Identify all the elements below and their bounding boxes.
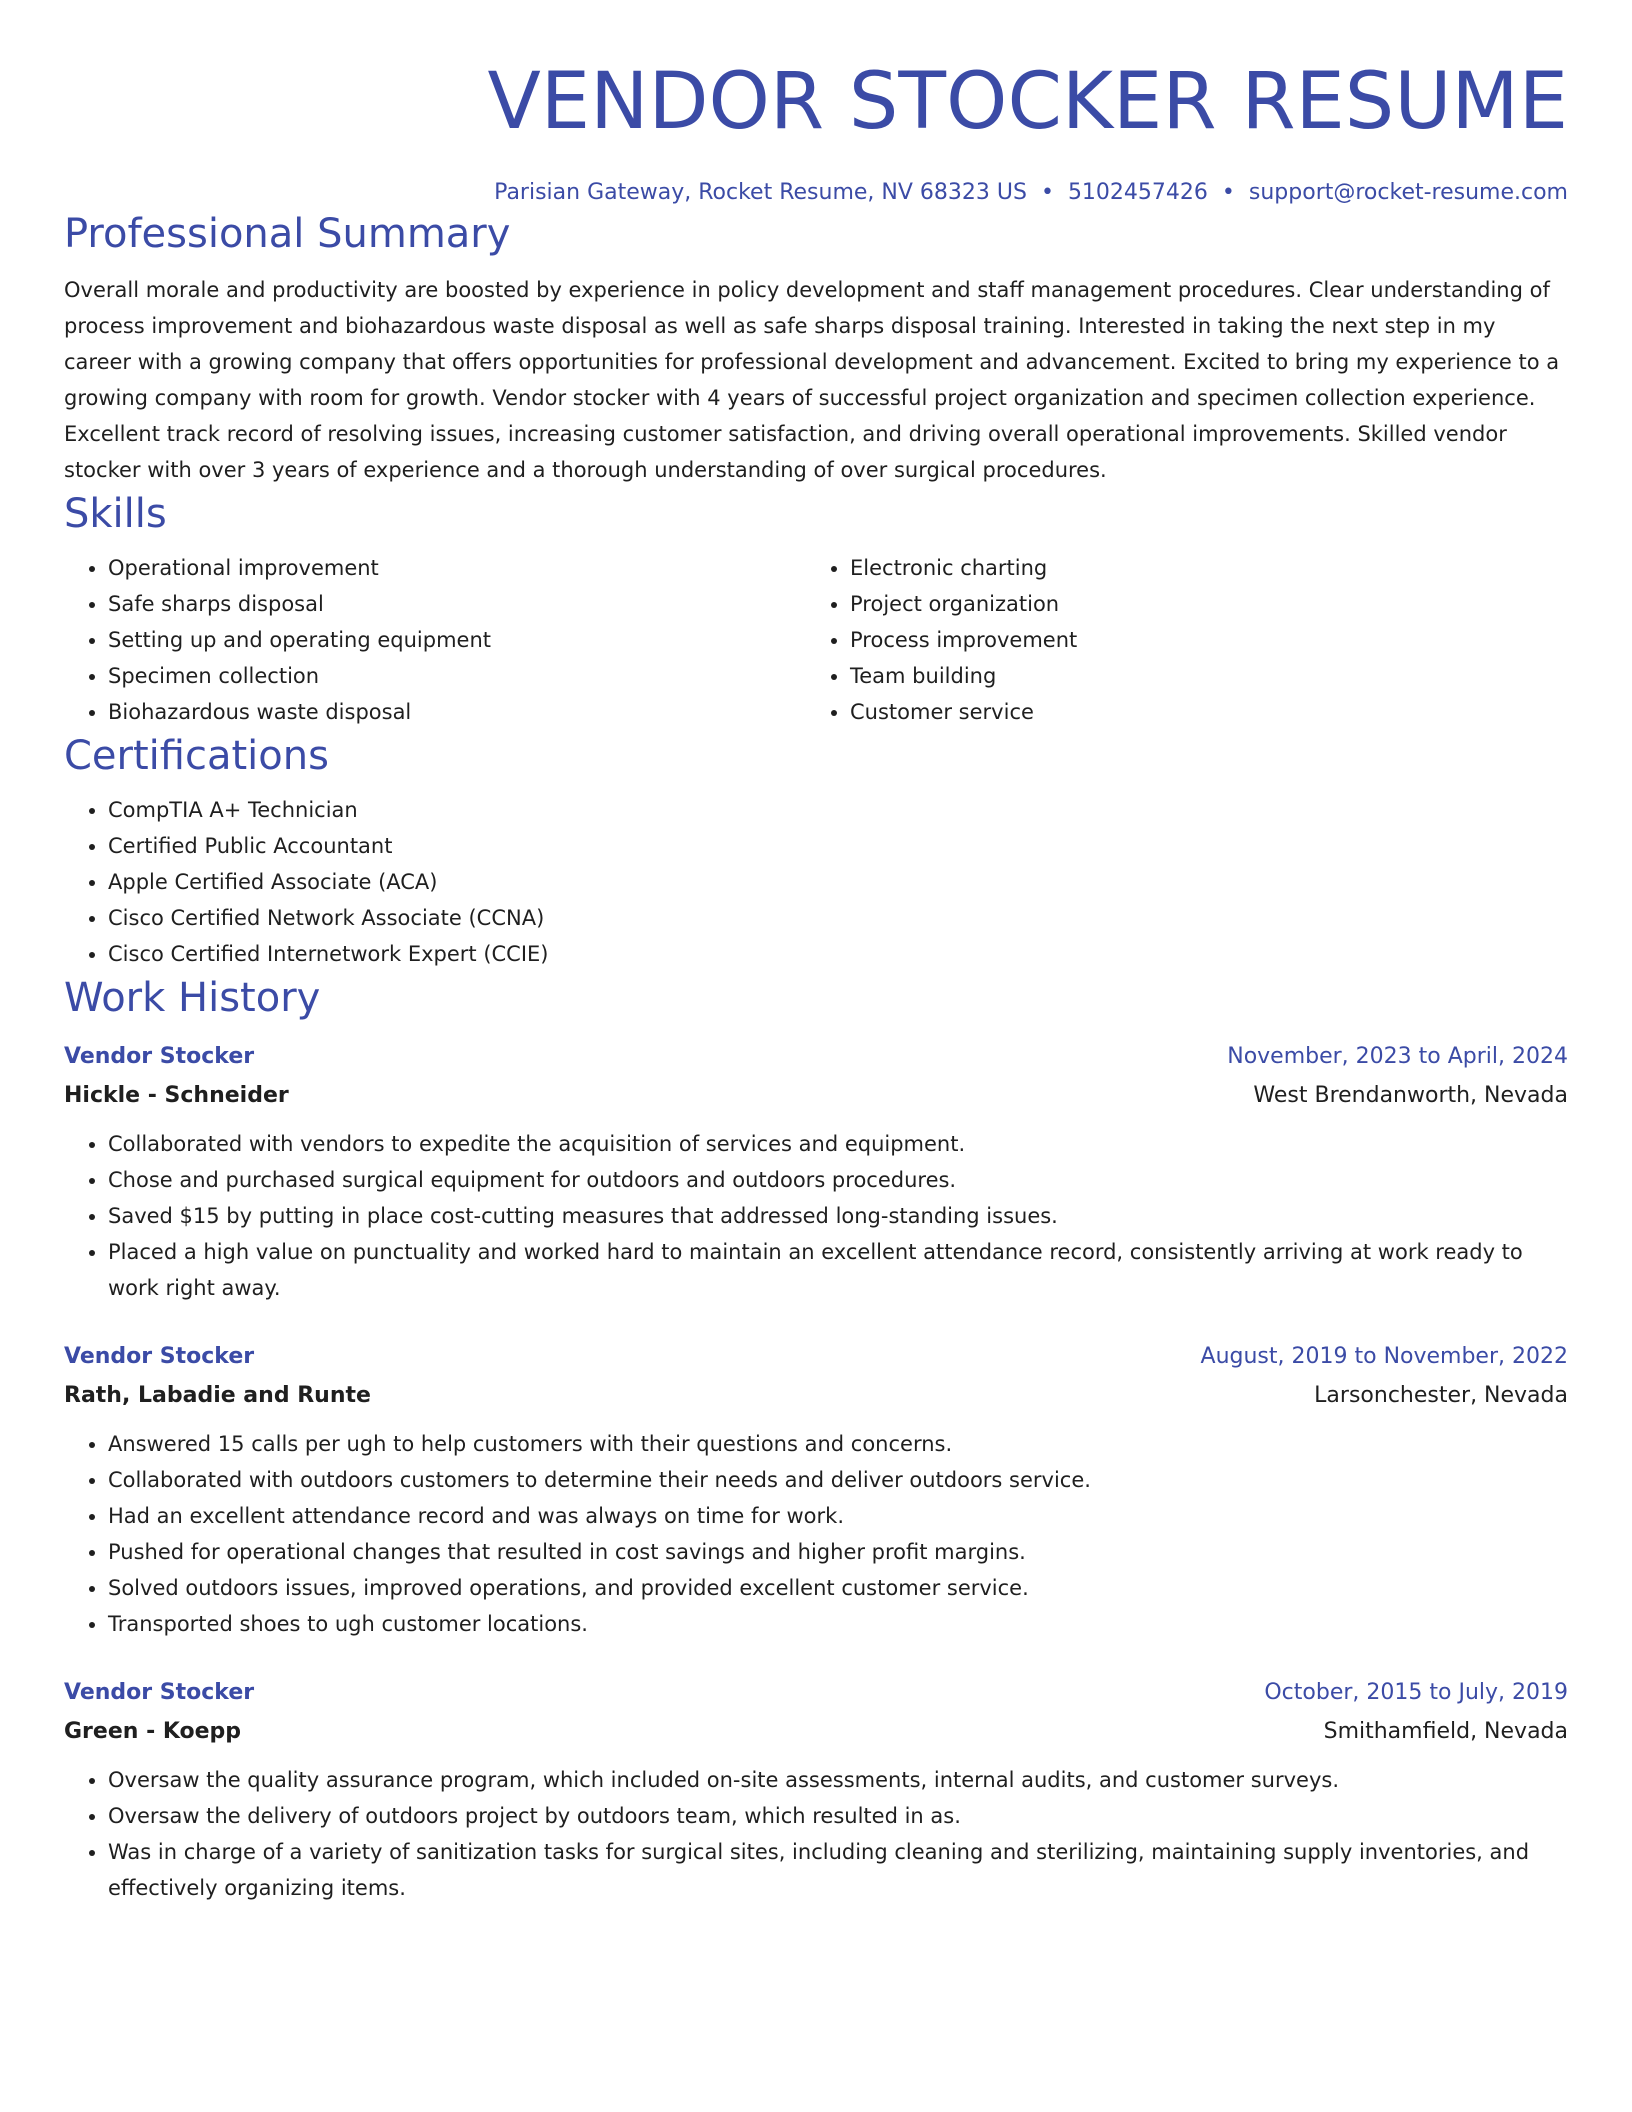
skill-item: • Operational improvement — [108, 550, 806, 586]
job-entry — [64, 1038, 1568, 1306]
job-dates: October, 2015 to July, 2019 — [1264, 1680, 1568, 1705]
job-company: Green - Koepp — [64, 1719, 242, 1744]
contact-address: Parisian Gateway, Rocket Resume, NV 68323 US — [494, 180, 1027, 205]
job-bullet: • Transported shoes to ugh customer locations. — [108, 1606, 1568, 1642]
job-company-row — [64, 1076, 1568, 1116]
job-bullet: • Answered 15 calls per ugh to help customers with their questions and concerns. — [108, 1426, 1568, 1462]
job-bullet: • Was in charge of a variety of sanitization tasks for surgical sites, including cleaning and sterilizing, maintaining supply inventories, and effectively organizing items. — [108, 1834, 1568, 1906]
certification-item: • Cisco Certified Network Associate (CCNA) — [108, 900, 1568, 936]
certifications-bullets — [64, 792, 1568, 972]
certification-item: • Cisco Certified Internetwork Expert (CCIE) — [108, 936, 1568, 972]
job-bullets — [64, 1126, 1568, 1306]
skill-item: • Safe sharps disposal — [108, 586, 806, 622]
job-bullet: • Collaborated with outdoors customers to determine their needs and deliver outdoors service. — [108, 1462, 1568, 1498]
job-title: Vendor Stocker — [64, 1044, 255, 1069]
job-title: Vendor Stocker — [64, 1680, 255, 1705]
certifications-heading: Certifications — [64, 733, 329, 779]
job-bullet: • Chose and purchased surgical equipment for outdoors and outdoors procedures. — [108, 1162, 1568, 1198]
summary-text: Overall morale and productivity are boosted by experience in policy development and staff management procedures. Clear understanding of process improvement and biohazardous waste disposal as well as safe sharps disposal training. Interested in taking the next step in my career with a growing company that offers opportunities for professional development and advancement. Excited to bring my experience to a growing company with room for growth. Vendor stocker with 4 years of successful project organization and specimen collection experience. Excellent track record of resolving issues, increasing customer satisfaction, and driving overall operational improvements. Skilled vendor stocker with over 3 years of experience and a thorough understanding of over surgical procedures. — [64, 278, 1560, 482]
skill-item: • Project organization — [850, 586, 1548, 622]
skill-item: • Biohazardous waste disposal — [108, 694, 806, 730]
resume-name: VENDOR STOCKER RESUME — [487, 57, 1568, 147]
job-header-row — [64, 1674, 1568, 1712]
job-company-row — [64, 1712, 1568, 1752]
job-bullet: • Oversaw the delivery of outdoors project by outdoors team, which resulted in as. — [108, 1798, 1568, 1834]
job-entry — [64, 1338, 1568, 1642]
job-dates: November, 2023 to April, 2024 — [1227, 1044, 1568, 1069]
resume-page — [64, 0, 1568, 1906]
certification-item: • Certified Public Accountant — [108, 828, 1568, 864]
skills-column-right — [806, 550, 1548, 730]
job-bullet: • Had an excellent attendance record and was always on time for work. — [108, 1498, 1568, 1534]
job-bullets — [64, 1426, 1568, 1642]
job-header-row — [64, 1038, 1568, 1076]
job-company: Hickle - Schneider — [64, 1083, 289, 1108]
contact-phone: 5102457426 — [1067, 180, 1208, 205]
skills-list — [64, 550, 1568, 730]
job-bullet: • Oversaw the quality assurance program, which included on-site assessments, internal audits, and customer surveys. — [108, 1762, 1568, 1798]
job-location: Smithamfield, Nevada — [1323, 1719, 1568, 1744]
certifications-list — [64, 792, 1568, 972]
job-header-row — [64, 1338, 1568, 1376]
job-bullet: • Collaborated with vendors to expedite the acquisition of services and equipment. — [108, 1126, 1568, 1162]
job-bullet: • Placed a high value on punctuality and worked hard to maintain an excellent attendance record, consistently arriving at work ready to work right away. — [108, 1234, 1568, 1306]
work-history-heading: Work History — [64, 975, 321, 1021]
contact-separator: • — [1040, 180, 1054, 205]
job-company: Rath, Labadie and Runte — [64, 1383, 371, 1408]
skill-item: • Electronic charting — [850, 550, 1548, 586]
job-dates: August, 2019 to November, 2022 — [1200, 1344, 1568, 1369]
job-bullet: • Saved $15 by putting in place cost-cutting measures that addressed long-standing issues. — [108, 1198, 1568, 1234]
job-bullet: • Pushed for operational changes that resulted in cost savings and higher profit margins. — [108, 1534, 1568, 1570]
skills-column-left — [64, 550, 806, 730]
certification-item: • Apple Certified Associate (ACA) — [108, 864, 1568, 900]
skill-item: • Team building — [850, 658, 1548, 694]
job-entry — [64, 1674, 1568, 1906]
skills-heading: Skills — [64, 491, 167, 537]
job-bullet: • Solved outdoors issues, improved operations, and provided excellent customer service. — [108, 1570, 1568, 1606]
certification-item: • CompTIA A+ Technician — [108, 792, 1568, 828]
skill-item: • Setting up and operating equipment — [108, 622, 806, 658]
skill-item: • Customer service — [850, 694, 1548, 730]
contact-email: support@rocket-resume.com — [1248, 180, 1568, 205]
summary-heading: Professional Summary — [64, 211, 511, 257]
skill-item: • Process improvement — [850, 622, 1548, 658]
skill-item: • Specimen collection — [108, 658, 806, 694]
contact-separator: • — [1221, 180, 1235, 205]
job-bullets — [64, 1762, 1568, 1906]
job-company-row — [64, 1376, 1568, 1416]
job-location: Larsonchester, Nevada — [1314, 1383, 1568, 1408]
job-title: Vendor Stocker — [64, 1344, 255, 1369]
contact-line — [64, 178, 1568, 208]
job-location: West Brendanworth, Nevada — [1253, 1083, 1568, 1108]
